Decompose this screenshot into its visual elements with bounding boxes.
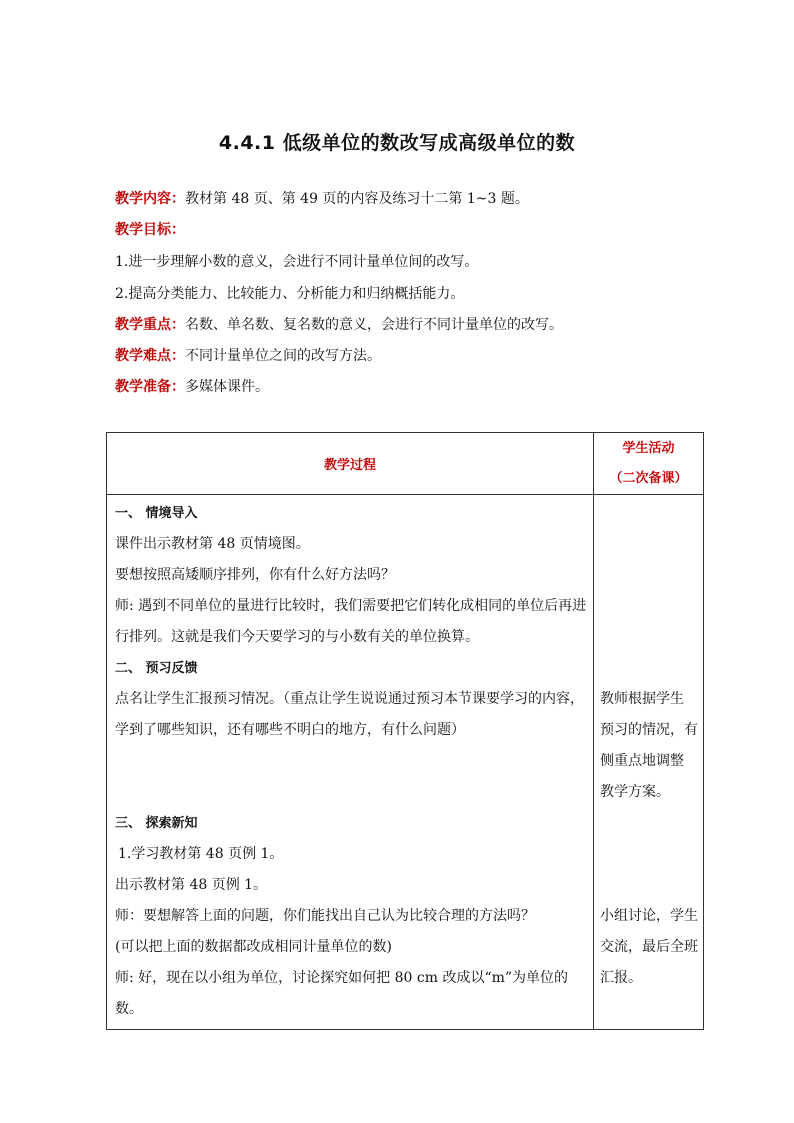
section-1-para-3b: 行排列。这就是我们今天要学习的与小数有关的单位换算。 bbox=[115, 629, 479, 645]
section-3-para-1: 1.学习教材第 48 页例 1。 bbox=[118, 846, 284, 862]
section-1-para-2: 要想按照高矮顺序排列，你有什么好方法吗？ bbox=[115, 567, 395, 583]
section-3-para-3: 师：要想解答上面的问题，你们能找出自己认为比较合理的方法吗？ bbox=[115, 908, 535, 924]
student-note-1-line: 教学方案。 bbox=[600, 784, 670, 800]
spacer bbox=[115, 746, 587, 777]
student-note-1 bbox=[600, 684, 699, 808]
student-note-1-line: 侧重点地调整 bbox=[600, 753, 684, 769]
section-1-title: 一、 情境导入 bbox=[115, 506, 198, 521]
student-note-2-line: 汇报。 bbox=[600, 970, 642, 986]
goal-item-1: 1.进一步理解小数的意义，会进行不同计量单位间的改写。 bbox=[115, 254, 479, 270]
teaching-goals bbox=[115, 220, 185, 240]
header-teaching-process: 教学过程 bbox=[107, 433, 594, 495]
section-1-para-3a: 师: 遇到不同单位的量进行比较时，我们需要把它们转化成相同的单位后再进 bbox=[115, 598, 587, 614]
lesson-plan-table bbox=[106, 432, 704, 1030]
student-note-1-line: 预习的情况，有 bbox=[600, 722, 698, 738]
section-3-para-4: (可以把上面的数据都改成相同计量单位的数) bbox=[115, 939, 392, 955]
key-points-text: 名数、单名数、复名数的意义，会进行不同计量单位的改写。 bbox=[185, 317, 563, 333]
section-2-para-1a: 点名让学生汇报预习情况。（重点让学生说说通过预习本节课要学习的内容， bbox=[115, 691, 584, 707]
difficulties-text: 不同计量单位之间的改写方法。 bbox=[185, 348, 381, 364]
student-note-1-line: 教师根据学生 bbox=[600, 691, 684, 707]
table-header-row bbox=[107, 433, 704, 495]
teaching-difficulties bbox=[115, 346, 381, 366]
teaching-content-label: 教学内容： bbox=[115, 191, 185, 207]
header-student-activity-line2: （二次备课） bbox=[609, 470, 688, 486]
section-1-para-1: 课件出示教材第 48 页情境图。 bbox=[115, 536, 310, 552]
teaching-process-cell bbox=[107, 495, 594, 1030]
student-note-2-line: 交流，最后全班 bbox=[600, 939, 698, 955]
teaching-content-text: 教材第 48 页、第 49 页的内容及练习十二第 1~3 题。 bbox=[185, 191, 529, 207]
section-3-title: 三、 探索新知 bbox=[115, 816, 198, 831]
preparation-text: 多媒体课件。 bbox=[185, 379, 269, 395]
header-student-activity bbox=[594, 433, 704, 495]
teaching-goals-label: 教学目标： bbox=[115, 222, 185, 238]
preparation-label: 教学准备： bbox=[115, 379, 185, 395]
difficulties-label: 教学难点： bbox=[115, 348, 185, 364]
page-title: 4.4.1 低级单位的数改写成高级单位的数 bbox=[218, 132, 576, 154]
teaching-key-points bbox=[115, 315, 563, 335]
student-activity-cell bbox=[594, 495, 704, 1030]
section-3-para-5: 师: 好，现在以小组为单位，讨论探究如何把 80 cm 改成以“m”为单位的数。 bbox=[115, 970, 569, 1017]
teaching-preparation bbox=[115, 377, 269, 397]
section-3-para-2: 出示教材第 48 页例 1。 bbox=[115, 877, 268, 893]
student-note-2-line: 小组讨论，学生 bbox=[600, 908, 698, 924]
header-student-activity-line1: 学生活动 bbox=[622, 440, 675, 456]
section-2-title: 二、 预习反馈 bbox=[115, 661, 198, 676]
key-points-label: 教学重点： bbox=[115, 317, 185, 333]
table-body-row bbox=[107, 495, 704, 1030]
teaching-content bbox=[115, 189, 529, 209]
goal-item-2: 2.提高分类能力、比较能力、分析能力和归纳概括能力。 bbox=[115, 286, 465, 302]
spacer bbox=[115, 777, 587, 808]
student-note-2 bbox=[600, 901, 699, 994]
section-2-para-1b: 学到了哪些知识，还有哪些不明白的地方，有什么问题） bbox=[115, 722, 465, 738]
